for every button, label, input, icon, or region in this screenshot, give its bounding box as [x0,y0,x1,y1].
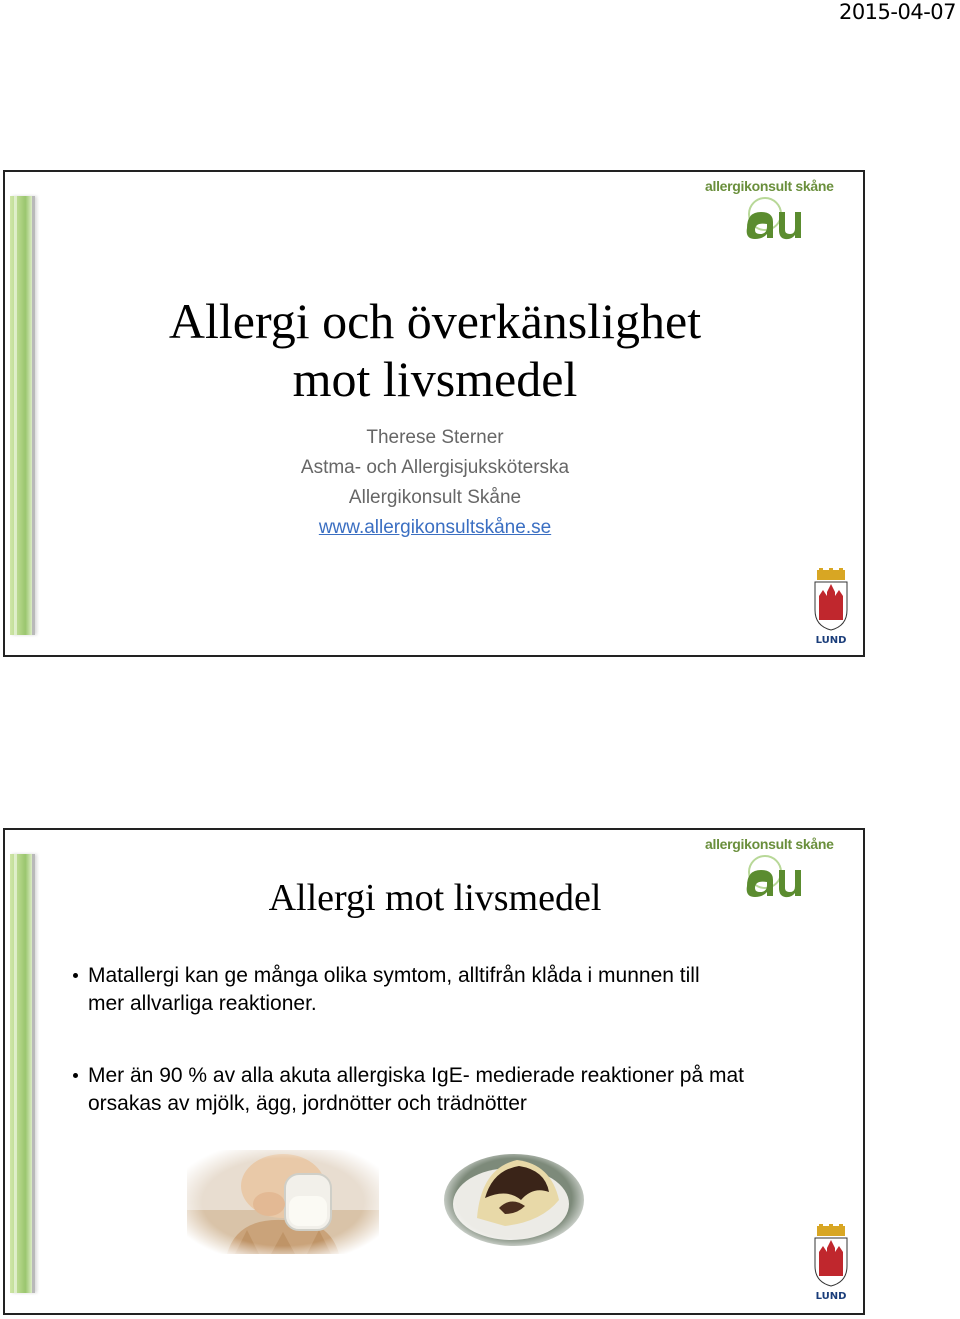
bullet-line: Mer än 90 % av alla akuta allergiska IgE- medierade reaktioner på mat [88,1064,745,1087]
bullet-line: Matallergi kan ge många olika symtom, alltifrån klåda i munnen till [88,964,700,987]
child-drinking-milk-photo [187,1150,379,1254]
lund-label: LUND [815,635,847,646]
decorative-green-bar [10,196,35,635]
lund-crest [811,568,851,646]
title-line-2: mot livsmedel [292,351,578,407]
decorative-green-bar [10,854,35,1293]
slide-2-title: Allergi mot livsmedel [268,877,602,919]
organization-name: Allergikonsult Skåne [348,487,522,508]
page-date: 2015-04-07 [838,0,956,24]
presenter-role: Astma- och Allergisjuksköterska [300,457,570,478]
bullet-item [73,962,865,1018]
marble-cake-slice-photo [441,1148,587,1248]
website-link[interactable]: www.allergikonsultskåne.se [318,517,552,538]
slide-1-title [65,292,805,408]
bullet-dot-icon [73,1073,78,1078]
au-logo-icon [735,194,825,240]
allergikonsult-logo [705,176,861,240]
lund-crest-icon [811,1224,851,1288]
slide-2 [3,828,865,1315]
slide-1 [3,170,865,657]
lund-crest [811,1224,851,1302]
logo-text: allergikonsult skåne [705,836,834,852]
lund-label: LUND [815,1291,847,1302]
logo-text: allergikonsult skåne [705,178,834,194]
lund-crest-icon [811,568,851,632]
bullet-line: orsakas av mjölk, ägg, jordnötter och trädnötter [88,1092,527,1115]
bullet-dot-icon [73,973,78,978]
title-line-1: Allergi och överkänslighet [168,293,702,349]
bullet-item [73,1062,865,1118]
presenter-name: Therese Sterner [366,427,504,448]
bullet-line: mer allvarliga reaktioner. [88,992,317,1015]
